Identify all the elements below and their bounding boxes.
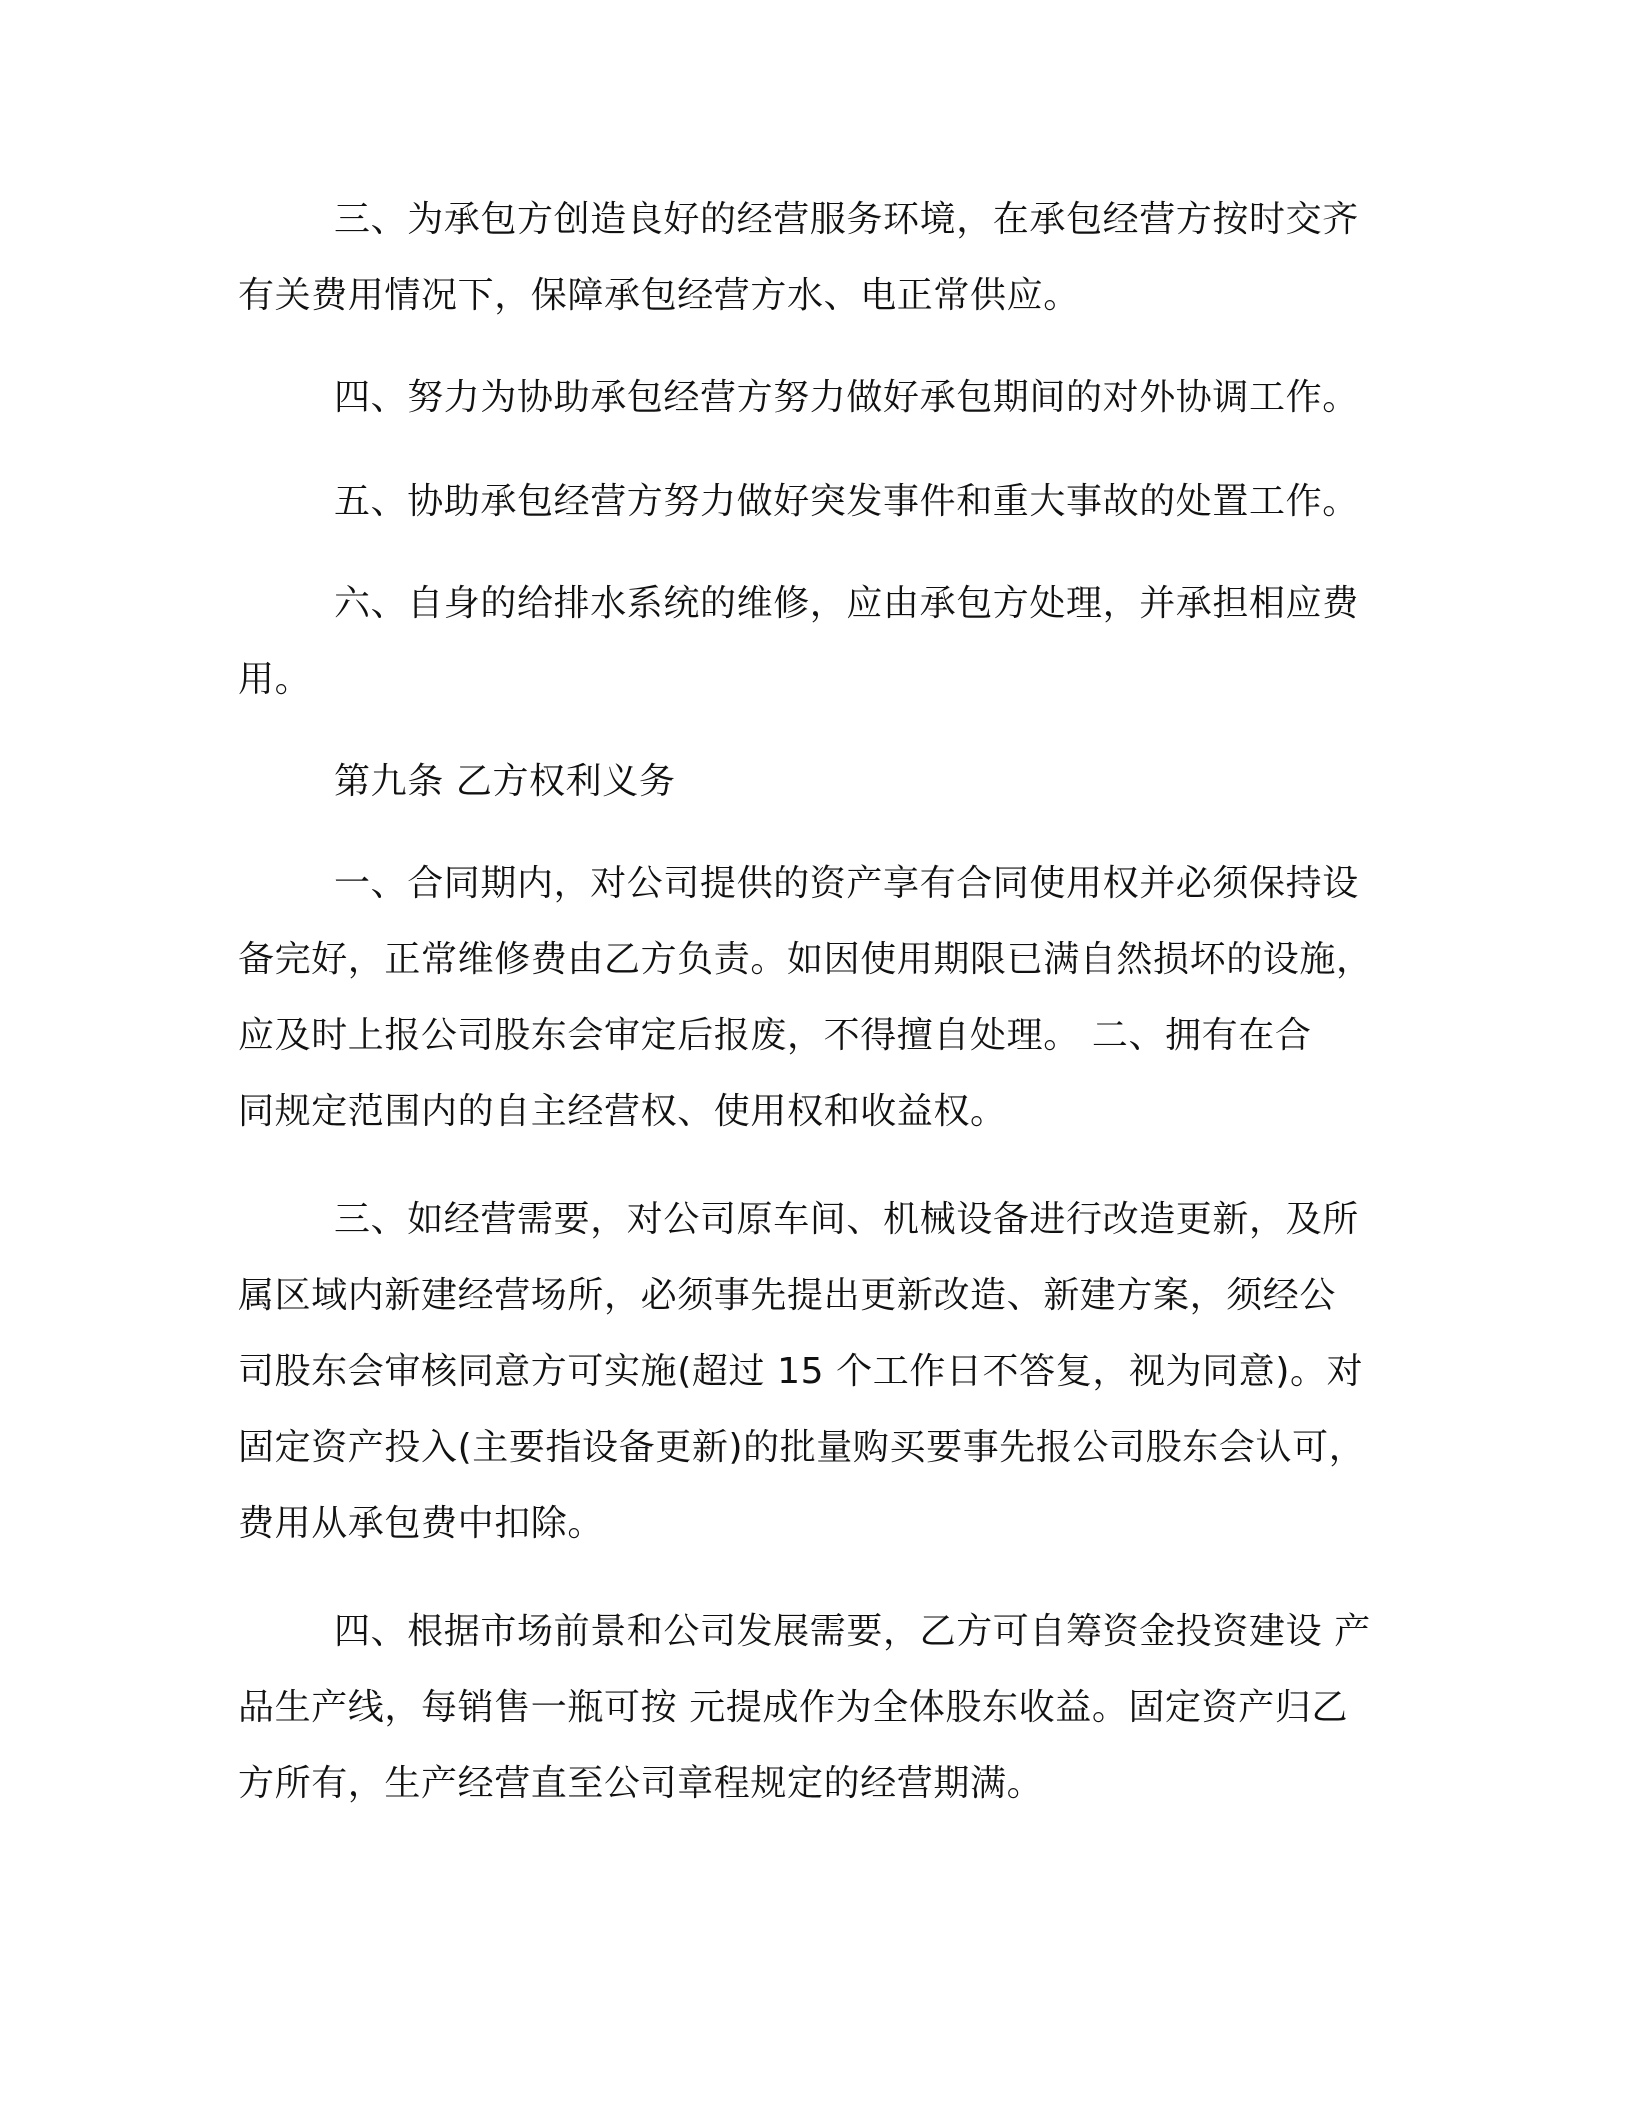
article-9-item-3-line-2: 属区域内新建经营场所，必须事先提出更新改造、新建方案，须经公 bbox=[238, 1275, 1337, 1316]
article-9-item-4-line-1: 四、根据市场前景和公司发展需要，乙方可自筹资金投资建设 产 bbox=[334, 1611, 1371, 1652]
article-9-item-4-line-2: 品生产线，每销售一瓶可按 元提成作为全体股东收益。固定资产归乙 bbox=[238, 1687, 1349, 1728]
paragraph-5-line-1: 五、协助承包经营方努力做好突发事件和重大事故的处置工作。 bbox=[334, 481, 1359, 522]
article-9-item-3-line-1: 三、如经营需要，对公司原车间、机械设备进行改造更新，及所 bbox=[334, 1199, 1359, 1240]
article-9-heading: 第九条 乙方权利义务 bbox=[334, 761, 676, 802]
paragraph-6-line-1: 六、自身的给排水系统的维修，应由承包方处理，并承担相应费 bbox=[334, 583, 1359, 624]
article-9-item-3-line-4: 固定资产投入(主要指设备更新)的批量购买要事先报公司股东会认可， bbox=[238, 1427, 1366, 1468]
paragraph-3-line-2: 有关费用情况下，保障承包经营方水、电正常供应。 bbox=[238, 275, 1080, 316]
article-9-item-1-line-1: 一、合同期内，对公司提供的资产享有合同使用权并必须保持设 bbox=[334, 863, 1359, 904]
article-9-item-1-line-2: 备完好，正常维修费由乙方负责。如因使用期限已满自然损坏的设施， bbox=[238, 939, 1373, 980]
article-9-item-3-line-5: 费用从承包费中扣除。 bbox=[238, 1503, 605, 1544]
paragraph-4-line-1: 四、努力为协助承包经营方努力做好承包期间的对外协调工作。 bbox=[334, 377, 1359, 418]
article-9-item-1-line-3: 应及时上报公司股东会审定后报废，不得擅自处理。 二、拥有在合 bbox=[238, 1015, 1312, 1056]
article-9-item-1-line-4: 同规定范围内的自主经营权、使用权和收益权。 bbox=[238, 1091, 1007, 1132]
article-9-item-3-line-3: 司股东会审核同意方可实施(超过 15 个工作日不答复，视为同意)。对 bbox=[238, 1351, 1364, 1392]
article-9-item-4-line-3: 方所有，生产经营直至公司章程规定的经营期满。 bbox=[238, 1763, 1044, 1804]
paragraph-3-line-1: 三、为承包方创造良好的经营服务环境，在承包经营方按时交齐 bbox=[334, 199, 1359, 240]
paragraph-6-line-2: 用。 bbox=[238, 659, 312, 700]
